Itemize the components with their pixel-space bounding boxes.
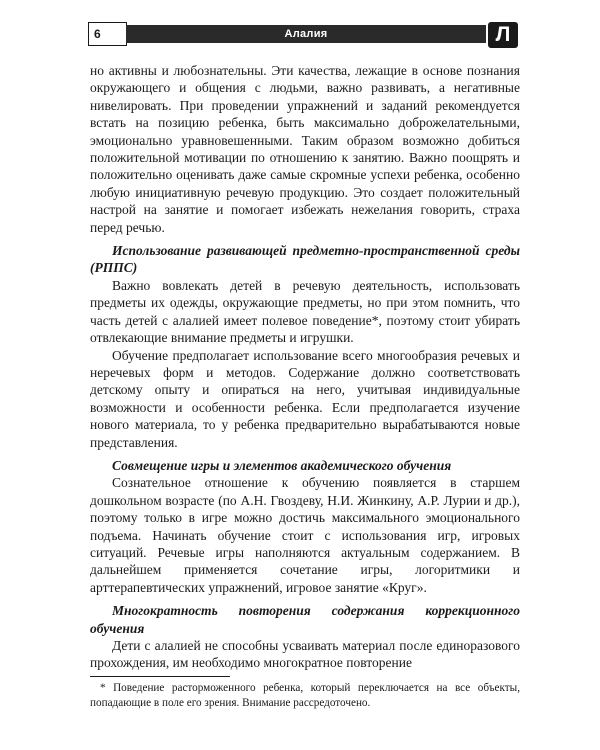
page-header [88, 22, 518, 46]
footnote: * Поведение расторможенного ребенка, который переключается на все объекты, попадающие в поле его зрения. Внимание рассредоточено. [90, 682, 520, 709]
paragraph-rpps-2: Обучение предполагает использование всего многообразия речевых и неречевых форм и методов. Содержание должно соответствовать детскому опыту и опираться на него, учитывая индивидуальные возможности и особенности ребенка. Если предполагается изучение нового материала, то у ребенка предварительно вырабатываются новые представления. [90, 347, 520, 450]
paragraph-play-learning: Сознательное отношение к обучению появляется в старшем дошкольном возрасте (по А.Н. Гвоздеву, Н.И. Жинкину, А.Р. Лурии и др.), поэтому только в игре можно достичь максимального эмоционального подъема. Начинать обучение стоит с использования игр, игровых ситуаций. Речевые игры наполняются актуальным содержанием. В дальнейшем применяется сочетание игры, логоритмики и арттерапевтических упражнений, игровое занятие «Круг». [90, 475, 520, 595]
footnote-divider [90, 676, 230, 677]
running-title: Алалия [126, 25, 486, 43]
subheading-repetition: Многократность повторения содержания коррекционного обучения [90, 603, 520, 636]
paragraph-repetition: Дети с алалией не способны усваивать материал после единоразового прохождения, им необходимо многократное повторение [90, 638, 520, 671]
section-letter-tab: Л [488, 22, 518, 48]
paragraph-rpps-1: Важно вовлекать детей в речевую деятельность, использовать предметы их одежды, окружающие предметы, но при этом помнить, что часть детей с алалией имеет полевое поведение*, поэтому стоит убирать отвлекающие внимание предметы и игрушки. [90, 277, 520, 346]
subheading-play-learning: Совмещение игры и элементов академического обучения [112, 457, 452, 473]
paragraph-continuation: но активны и любознательны. Эти качества, лежащие в основе познания окружающего и общения с людьми, важно развивать, а негативные нивелировать. При проведении упражнений и заданий рекомендуется встать на позицию ребенка, быть максимально доброжелательными, эмоционально уравновешенными. Таким образом возможно добиться положительной мотивации по отношению к занятию. Важно поощрять и положительно оценивать даже самые скромные успехи ребенка, особенно любую инициативную речевую продукцию. Это создает положительный настрой на занятие и помогает избежать нежелания говорить, страха перед речью. [90, 63, 520, 235]
main-text [90, 62, 520, 672]
page-number: 6 [88, 22, 127, 46]
subheading-rpps: Использование развивающей предметно-пространственной среды (РППС) [90, 243, 520, 276]
